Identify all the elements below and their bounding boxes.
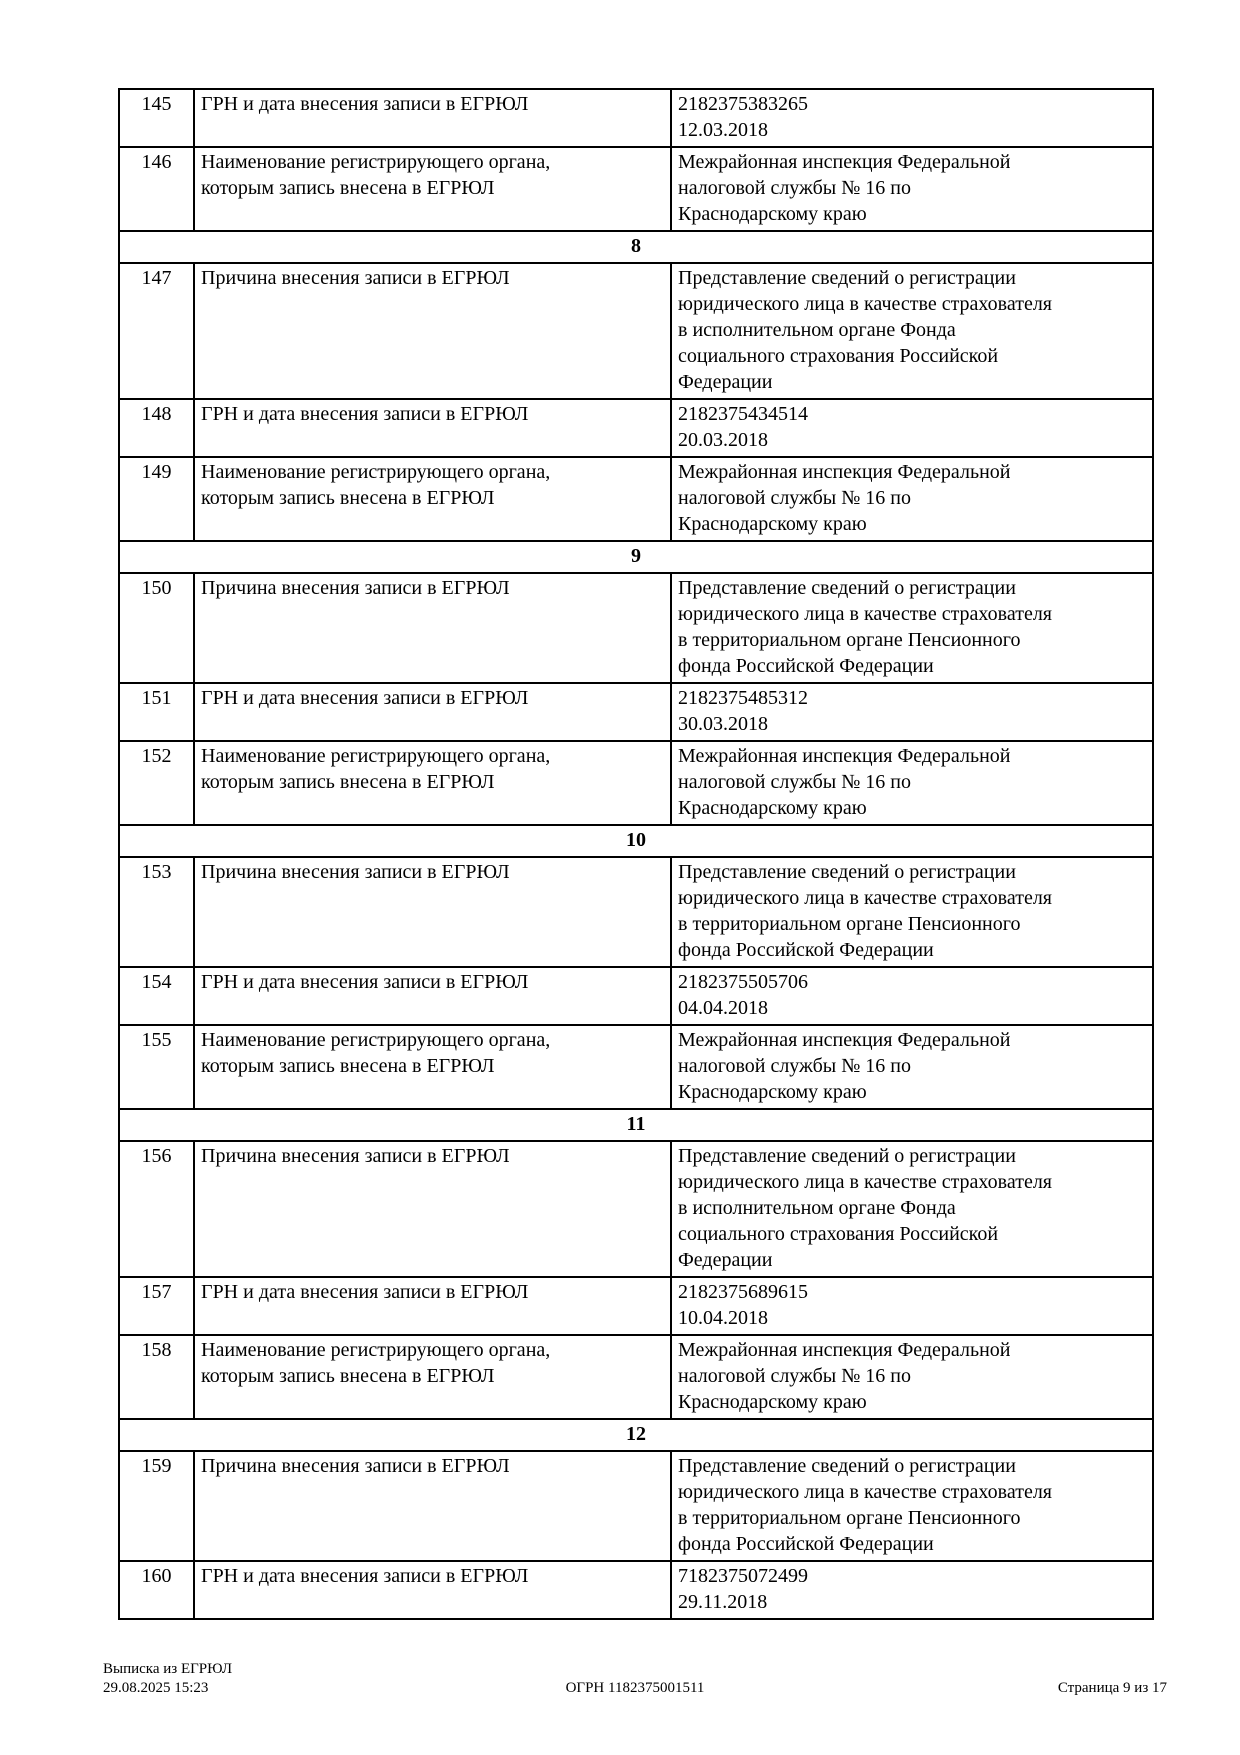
footer-page-number: Страница 9 из 17 (1057, 1680, 1167, 1696)
label-line: которым запись внесена в ЕГРЮЛ (201, 1055, 495, 1077)
value-line: Представление сведений о регистрации (678, 1145, 1016, 1167)
value-cell (671, 147, 1153, 231)
value-cell (671, 1561, 1153, 1619)
value-cell (671, 967, 1153, 1025)
value-line: Межрайонная инспекция Федеральной (678, 461, 1011, 483)
label-line: ГРН и дата внесения записи в ЕГРЮЛ (201, 403, 529, 425)
value-line: 7182375072499 (678, 1565, 808, 1587)
value-line: 2182375383265 (678, 93, 808, 115)
label-cell (194, 967, 671, 1025)
table-row (119, 1561, 1153, 1619)
value-line: в исполнительном органе Фонда (678, 1197, 956, 1219)
label-cell (194, 1335, 671, 1419)
value-line: 20.03.2018 (678, 429, 768, 451)
value-line: Межрайонная инспекция Федеральной (678, 1029, 1011, 1051)
egrul-table (118, 88, 1154, 1620)
label-cell (194, 263, 671, 399)
label-line: которым запись внесена в ЕГРЮЛ (201, 487, 495, 509)
value-line: в исполнительном органе Фонда (678, 319, 956, 341)
value-cell (671, 457, 1153, 541)
table-row (119, 1025, 1153, 1109)
row-number-cell: 158 (119, 1335, 194, 1419)
label-cell (194, 399, 671, 457)
row-number-cell: 150 (119, 573, 194, 683)
value-line: Краснодарскому краю (678, 203, 867, 225)
row-number-cell: 160 (119, 1561, 194, 1619)
value-cell (671, 1451, 1153, 1561)
row-number-cell: 148 (119, 399, 194, 457)
value-line: 04.04.2018 (678, 997, 768, 1019)
label-cell (194, 683, 671, 741)
row-number-cell: 146 (119, 147, 194, 231)
label-cell (194, 1277, 671, 1335)
value-cell (671, 399, 1153, 457)
value-line: Краснодарскому краю (678, 513, 867, 535)
section-number: 10 (119, 825, 1153, 857)
table-row (119, 1277, 1153, 1335)
egrul-table-body (119, 89, 1153, 1619)
label-line: Наименование регистрирующего органа, (201, 745, 551, 767)
label-line: Причина внесения записи в ЕГРЮЛ (201, 1145, 510, 1167)
value-line: юридического лица в качестве страхователя (678, 1171, 1053, 1193)
table-row (119, 967, 1153, 1025)
label-line: которым запись внесена в ЕГРЮЛ (201, 177, 495, 199)
section-row (119, 231, 1153, 263)
label-line: Наименование регистрирующего органа, (201, 461, 551, 483)
label-cell (194, 89, 671, 147)
label-line: ГРН и дата внесения записи в ЕГРЮЛ (201, 1565, 529, 1587)
label-cell (194, 1451, 671, 1561)
section-number: 8 (119, 231, 1153, 263)
footer-generated-datetime: 29.08.2025 15:23 (103, 1680, 209, 1696)
label-line: которым запись внесена в ЕГРЮЛ (201, 1365, 495, 1387)
value-line: налоговой службы № 16 по (678, 1055, 911, 1077)
label-cell (194, 741, 671, 825)
footer-doc-info (103, 1660, 232, 1698)
value-line: Краснодарскому краю (678, 1081, 867, 1103)
value-line: 2182375505706 (678, 971, 808, 993)
value-cell (671, 263, 1153, 399)
row-number-cell: 154 (119, 967, 194, 1025)
row-number-cell: 155 (119, 1025, 194, 1109)
label-line: Наименование регистрирующего органа, (201, 1339, 551, 1361)
label-line: ГРН и дата внесения записи в ЕГРЮЛ (201, 687, 529, 709)
table-row (119, 89, 1153, 147)
table-row (119, 147, 1153, 231)
value-cell (671, 1335, 1153, 1419)
label-cell (194, 573, 671, 683)
table-row (119, 1141, 1153, 1277)
value-line: 2182375434514 (678, 403, 808, 425)
label-cell (194, 147, 671, 231)
label-cell (194, 1141, 671, 1277)
table-row (119, 741, 1153, 825)
value-line: Межрайонная инспекция Федеральной (678, 151, 1011, 173)
row-number-cell: 156 (119, 1141, 194, 1277)
label-line: Причина внесения записи в ЕГРЮЛ (201, 577, 510, 599)
value-line: 2182375689615 (678, 1281, 808, 1303)
label-cell (194, 1561, 671, 1619)
value-line: налоговой службы № 16 по (678, 487, 911, 509)
value-cell (671, 573, 1153, 683)
value-line: налоговой службы № 16 по (678, 1365, 911, 1387)
row-number-cell: 149 (119, 457, 194, 541)
value-line: в территориальном органе Пенсионного (678, 913, 1021, 935)
row-number-cell: 145 (119, 89, 194, 147)
value-line: юридического лица в качестве страхователя (678, 887, 1053, 909)
value-line: Представление сведений о регистрации (678, 577, 1016, 599)
label-cell (194, 1025, 671, 1109)
row-number-cell: 151 (119, 683, 194, 741)
value-line: 29.11.2018 (678, 1591, 768, 1613)
value-cell (671, 683, 1153, 741)
value-cell (671, 1141, 1153, 1277)
section-number: 12 (119, 1419, 1153, 1451)
label-line: ГРН и дата внесения записи в ЕГРЮЛ (201, 93, 529, 115)
row-number-cell: 147 (119, 263, 194, 399)
row-number-cell: 157 (119, 1277, 194, 1335)
value-cell (671, 1277, 1153, 1335)
table-row (119, 1451, 1153, 1561)
value-line: 10.04.2018 (678, 1307, 768, 1329)
row-number-cell: 153 (119, 857, 194, 967)
table-row (119, 573, 1153, 683)
value-line: Федерации (678, 371, 773, 393)
value-cell (671, 741, 1153, 825)
page-footer (103, 1660, 1167, 1702)
section-row (119, 541, 1153, 573)
label-line: Наименование регистрирующего органа, (201, 151, 551, 173)
section-row (119, 825, 1153, 857)
table-row (119, 399, 1153, 457)
value-line: Представление сведений о регистрации (678, 861, 1016, 883)
value-line: Представление сведений о регистрации (678, 1455, 1016, 1477)
label-line: ГРН и дата внесения записи в ЕГРЮЛ (201, 1281, 529, 1303)
value-line: Межрайонная инспекция Федеральной (678, 1339, 1011, 1361)
row-number-cell: 152 (119, 741, 194, 825)
value-line: фонда Российской Федерации (678, 655, 934, 677)
section-row (119, 1419, 1153, 1451)
value-line: Представление сведений о регистрации (678, 267, 1016, 289)
value-line: 2182375485312 (678, 687, 808, 709)
footer-ogrn: ОГРН 1182375001511 (565, 1680, 705, 1696)
value-cell (671, 89, 1153, 147)
table-row (119, 1335, 1153, 1419)
label-line: Наименование регистрирующего органа, (201, 1029, 551, 1051)
value-line: социального страхования Российской (678, 345, 999, 367)
label-line: Причина внесения записи в ЕГРЮЛ (201, 861, 510, 883)
value-line: социального страхования Российской (678, 1223, 999, 1245)
value-line: фонда Российской Федерации (678, 939, 934, 961)
value-cell (671, 857, 1153, 967)
value-cell (671, 1025, 1153, 1109)
value-line: 30.03.2018 (678, 713, 768, 735)
value-line: налоговой службы № 16 по (678, 177, 911, 199)
value-line: Межрайонная инспекция Федеральной (678, 745, 1011, 767)
table-row (119, 263, 1153, 399)
table-row (119, 857, 1153, 967)
section-row (119, 1109, 1153, 1141)
value-line: в территориальном органе Пенсионного (678, 1507, 1021, 1529)
table-row (119, 683, 1153, 741)
value-line: в территориальном органе Пенсионного (678, 629, 1021, 651)
label-line: которым запись внесена в ЕГРЮЛ (201, 771, 495, 793)
label-line: Причина внесения записи в ЕГРЮЛ (201, 1455, 510, 1477)
row-number-cell: 159 (119, 1451, 194, 1561)
value-line: юридического лица в качестве страхователя (678, 293, 1053, 315)
label-cell (194, 457, 671, 541)
label-line: ГРН и дата внесения записи в ЕГРЮЛ (201, 971, 529, 993)
label-line: Причина внесения записи в ЕГРЮЛ (201, 267, 510, 289)
value-line: Краснодарскому краю (678, 1391, 867, 1413)
label-cell (194, 857, 671, 967)
section-number: 11 (119, 1109, 1153, 1141)
value-line: 12.03.2018 (678, 119, 768, 141)
table-row (119, 457, 1153, 541)
value-line: фонда Российской Федерации (678, 1533, 934, 1555)
section-number: 9 (119, 541, 1153, 573)
value-line: юридического лица в качестве страхователя (678, 1481, 1053, 1503)
value-line: Краснодарскому краю (678, 797, 867, 819)
value-line: налоговой службы № 16 по (678, 771, 911, 793)
value-line: юридического лица в качестве страхователя (678, 603, 1053, 625)
value-line: Федерации (678, 1249, 773, 1271)
footer-doc-type: Выписка из ЕГРЮЛ (103, 1661, 232, 1677)
